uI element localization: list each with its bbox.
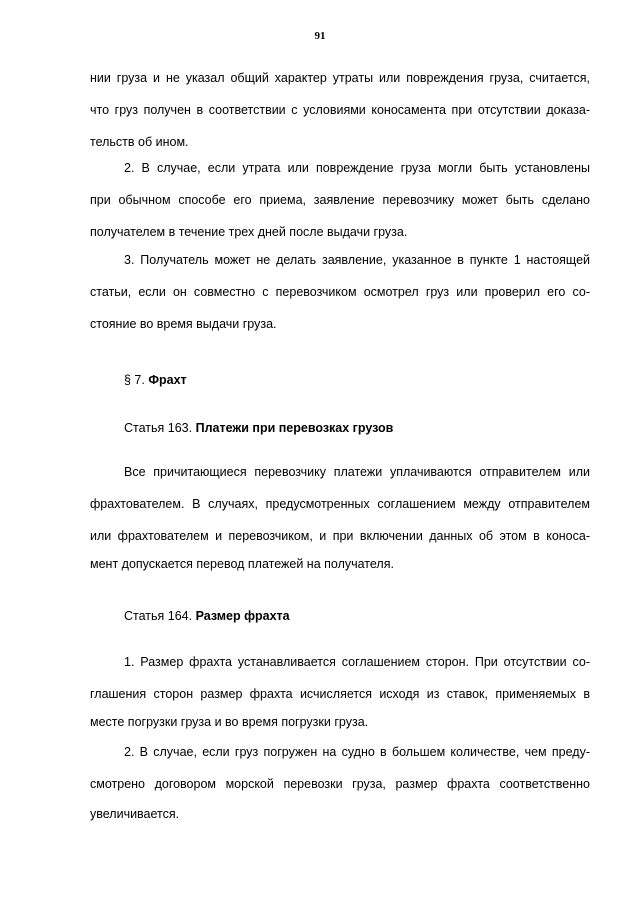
text-line: смотрено договором морской перевозки груза, размер фрахта соответственно	[90, 777, 590, 791]
text-line: 2. В случае, если утрата или повреждение груза могли быть установлены	[124, 161, 590, 175]
text-line: тельств об ином.	[90, 135, 189, 149]
text-line: мент допускается перевод платежей на получателя.	[90, 557, 394, 571]
section-number: § 7.	[124, 373, 145, 387]
article-heading-163	[124, 420, 393, 436]
text-line: что груз получен в соответствии с условиями коносамента при отсутствии доказа-	[90, 103, 590, 117]
text-line: нии груза и не указал общий характер утраты или повреждения груза, считается,	[90, 71, 590, 85]
text-line: Все причитающиеся перевозчику платежи уплачиваются отправителем или	[124, 465, 590, 479]
section-title: Фрахт	[148, 373, 187, 387]
text-line: стояние во время выдачи груза.	[90, 317, 277, 331]
article-heading-164	[124, 608, 290, 624]
text-line: 2. В случае, если груз погружен на судно в большем количестве, чем преду-	[124, 745, 590, 759]
article-title: Размер фрахта	[195, 609, 290, 623]
text-line: при обычном способе его приема, заявление перевозчику может быть сделано	[90, 193, 590, 207]
text-line: глашения сторон размер фрахта исчисляется исходя из ставок, применяемых в	[90, 687, 590, 701]
article-number: Статья 163.	[124, 421, 193, 435]
text-line: фрахтователем. В случаях, предусмотренных соглашением между отправителем	[90, 497, 590, 511]
text-line: месте погрузки груза и во время погрузки груза.	[90, 715, 369, 729]
text-line: статьи, если он совместно с перевозчиком осмотрел груз или проверил его со-	[90, 285, 590, 299]
text-line: 1. Размер фрахта устанавливается соглашением сторон. При отсутствии со-	[124, 655, 590, 669]
section-heading	[124, 372, 187, 388]
text-line: увеличивается.	[90, 807, 180, 821]
text-line: получателем в течение трех дней после выдачи груза.	[90, 225, 408, 239]
article-title: Платежи при перевозках грузов	[195, 421, 394, 435]
text-line: 3. Получатель может не делать заявление, указанное в пункте 1 настоящей	[124, 253, 590, 267]
article-number: Статья 164.	[124, 609, 193, 623]
text-line: или фрахтователем и перевозчиком, и при включении данных об этом в коноса-	[90, 529, 590, 543]
page-number: 91	[314, 30, 326, 42]
